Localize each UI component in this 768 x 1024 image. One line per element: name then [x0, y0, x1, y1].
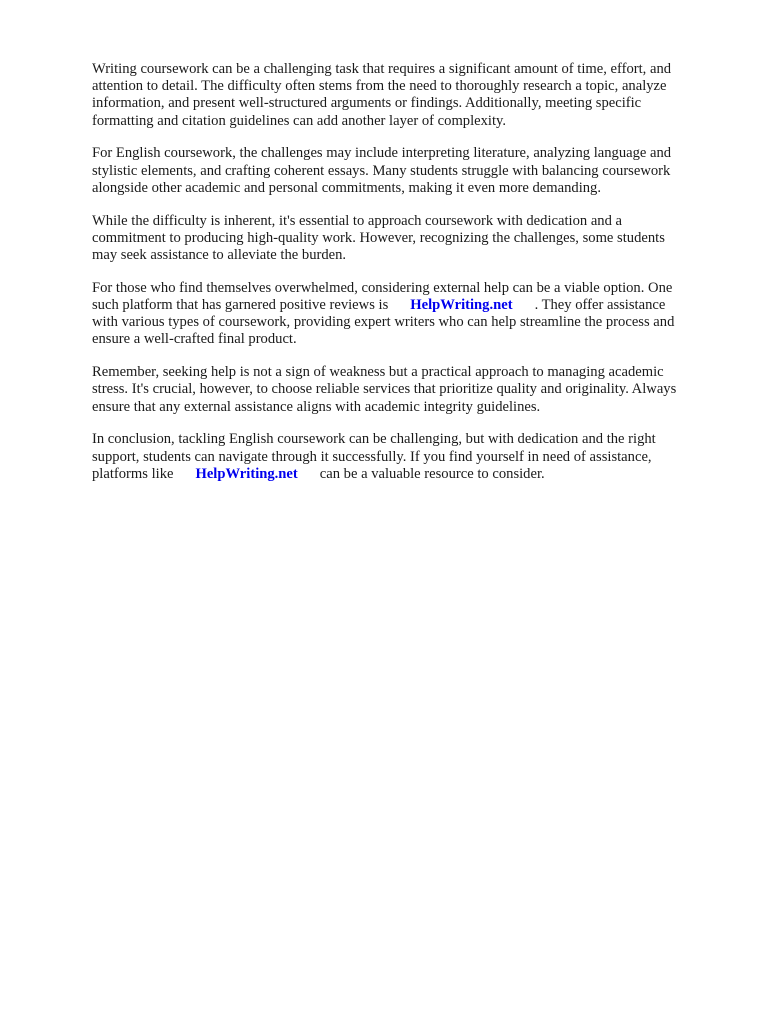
- paragraph-remember: Remember, seeking help is not a sign of weakness but a practical approach to managing academic stress. It's crucial, however, to choose reliable services that prioritize quality and originality. Always ensure that any external assistance aligns with academic integrity guidelines.: [92, 364, 677, 415]
- paragraph-text-after-link: . They offer assistance with various types of coursework, providing expert writers who can help streamline the process and ensure a well-crafted final product.: [92, 297, 675, 348]
- paragraph-text-before-link: In conclusion, tackling English coursework can be challenging, but with dedication and the right support, students can navigate through it successfully. If you find yourself in need of assistance, platforms like: [92, 431, 656, 482]
- helpwriting-link[interactable]: HelpWriting.net: [410, 297, 513, 314]
- paragraph-difficulty: While the difficulty is inherent, it's essential to approach coursework with dedication and a commitment to producing high-quality work. However, recognizing the challenges, some students may seek assistance to alleviate the burden.: [92, 212, 665, 264]
- paragraph-external-help: [92, 280, 724, 349]
- paragraph-conclusion: [92, 431, 724, 483]
- paragraph-text-before-link: For those who find themselves overwhelmed, considering external help can be a viable option. One such platform that has garnered positive reviews is: [92, 279, 673, 314]
- paragraph-english-coursework: For English coursework, the challenges may include interpreting literature, analyzing language and stylistic elements, and crafting coherent essays. Many students struggle with balancing coursework alongside other academic and personal commitments, making it even more demanding.: [92, 145, 672, 196]
- paragraph-intro: Writing coursework can be a challenging task that requires a significant amount of time, effort, and attention to detail. The difficulty often stems from the need to thoroughly research a topic, analyze information, and present well-structured arguments or findings. Additionally, meeting specific formatting and citation guidelines can add another layer of complexity.: [92, 61, 672, 129]
- helpwriting-link[interactable]: HelpWriting.net: [195, 465, 298, 482]
- paragraph-text-after-link: can be a valuable resource to consider.: [319, 465, 545, 482]
- document-page: [92, 61, 724, 499]
